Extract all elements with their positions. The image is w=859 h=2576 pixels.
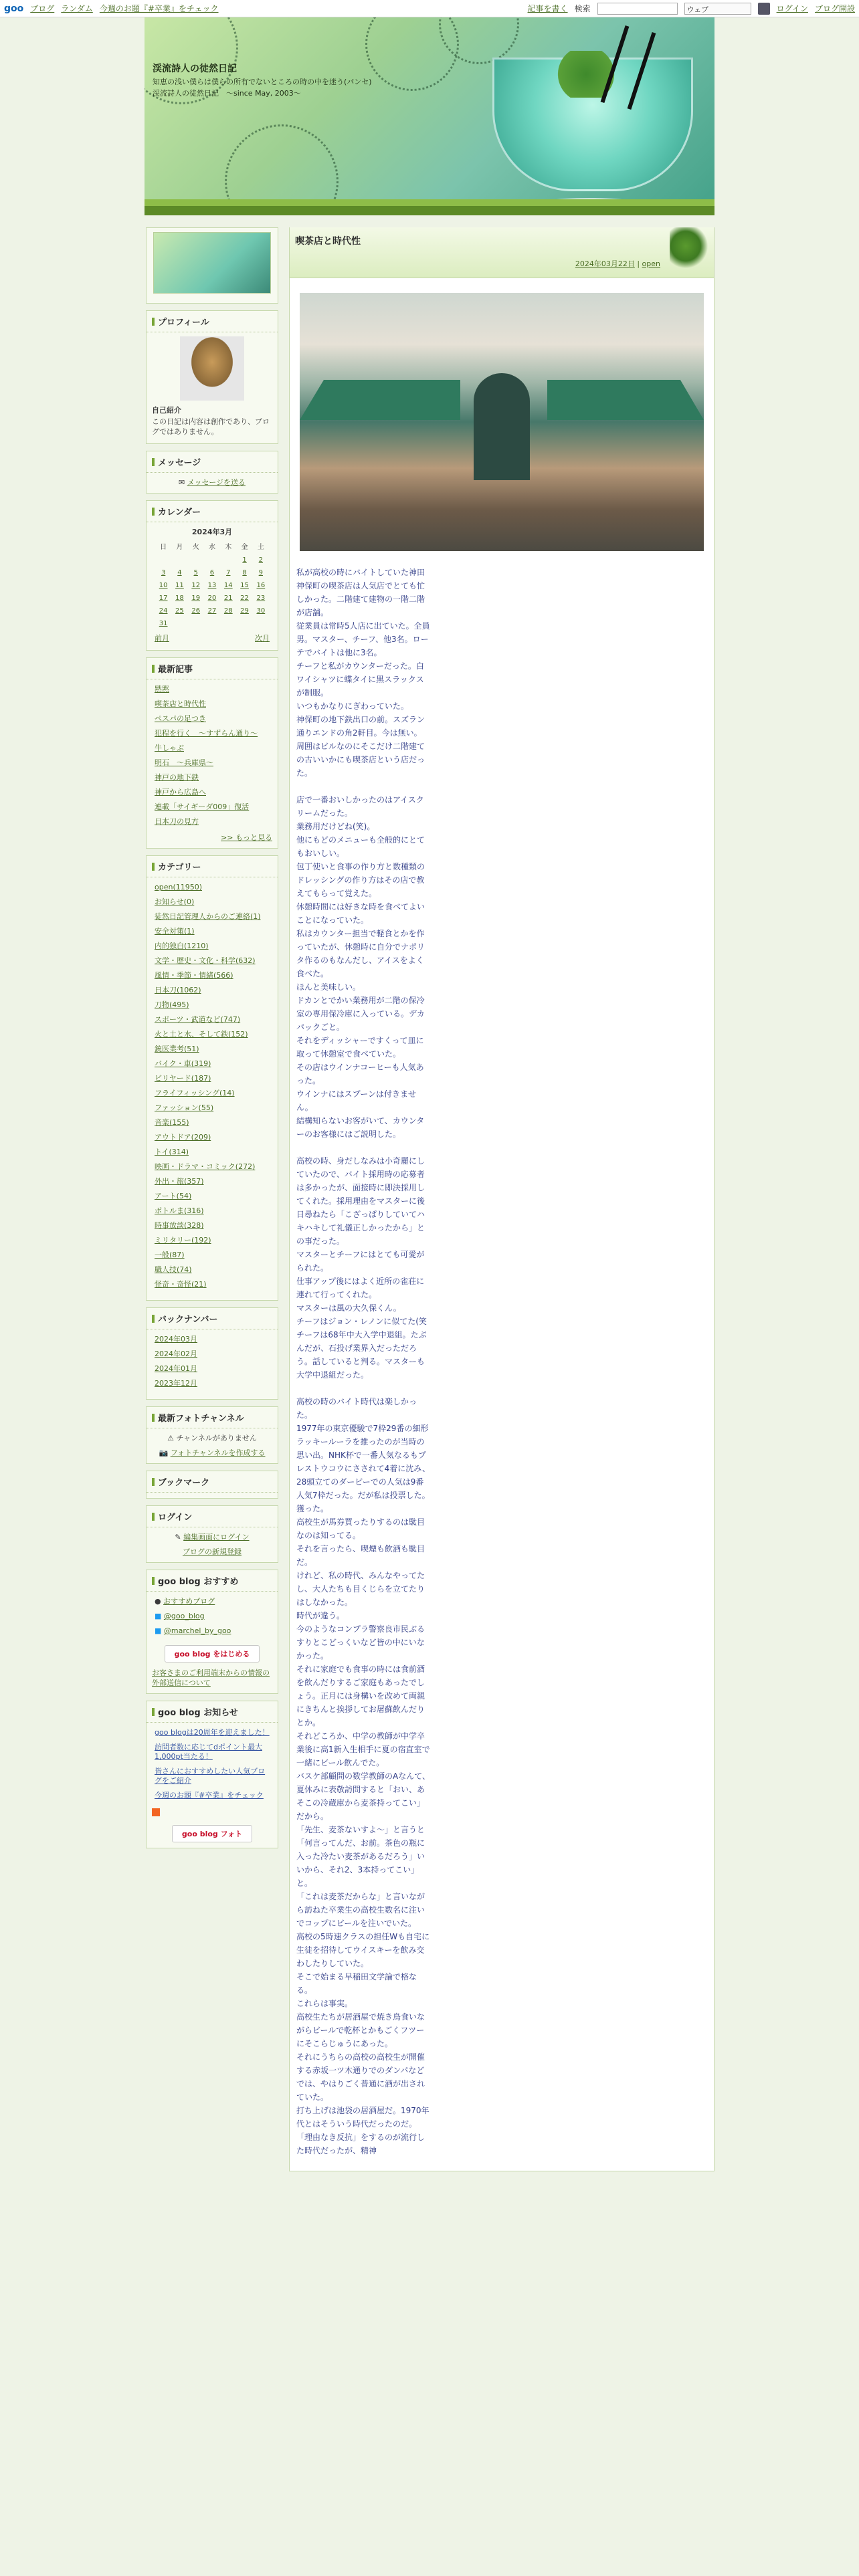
calendar-day[interactable]: 22 — [240, 595, 249, 602]
start-goo-blog-button[interactable]: goo blog をはじめる — [165, 1645, 260, 1662]
profile-avatar — [180, 336, 244, 401]
entry-meta: 2024年03月22日 | open — [575, 259, 660, 268]
sidebar-photo-channel — [146, 1406, 278, 1464]
calendar-day[interactable]: 23 — [256, 595, 266, 602]
calendar-day[interactable]: 14 — [223, 582, 233, 589]
calendar-day[interactable]: 19 — [191, 595, 201, 602]
sidebar-recommend — [146, 1570, 278, 1694]
goo-blog-photo-button[interactable]: goo blog フォト — [172, 1825, 252, 1842]
calendar-day[interactable]: 18 — [175, 595, 184, 602]
sidebar-profile — [146, 310, 278, 444]
category-link[interactable]: 内的独白(1210) — [155, 942, 209, 950]
category-link[interactable]: 安全対策(1) — [155, 927, 195, 936]
sidebar-login — [146, 1505, 278, 1563]
category-link[interactable]: 時事放談(328) — [155, 1221, 204, 1230]
blog-header — [145, 17, 714, 215]
calendar-day[interactable]: 13 — [207, 582, 217, 589]
new-blog-link[interactable]: ブログの新規登録 — [183, 1547, 242, 1556]
open-blog-link[interactable]: ブログ開設 — [814, 4, 855, 13]
profile-label: 自己紹介 — [152, 406, 181, 415]
category-link[interactable]: open(11950) — [155, 883, 203, 891]
calendar-day[interactable]: 15 — [240, 582, 249, 589]
make-channel-link[interactable]: フォトチャンネルを作成する — [170, 1448, 266, 1457]
calendar-day[interactable]: 5 — [193, 569, 198, 576]
calendar-day[interactable]: 25 — [175, 607, 184, 615]
backnumber-list — [147, 1329, 278, 1394]
category-link[interactable]: 銃医業考(51) — [155, 1045, 199, 1053]
sidebar-bookmark — [146, 1471, 278, 1499]
calendar-day[interactable]: 6 — [209, 569, 215, 576]
backnumber-link[interactable]: 2024年02月 — [155, 1350, 197, 1358]
sidebar-backnumber — [146, 1307, 278, 1400]
awning-right — [547, 380, 704, 420]
category-link[interactable]: 職人技(74) — [155, 1265, 192, 1274]
blog-title[interactable]: 渓流詩人の徒然日記 — [153, 64, 237, 74]
calendar-day[interactable]: 16 — [256, 582, 266, 589]
goo-icon: ● — [155, 1597, 164, 1606]
calendar-day — [171, 617, 187, 630]
category-link[interactable]: 日本刀(1062) — [155, 986, 201, 994]
calendar-day[interactable]: 12 — [191, 582, 201, 589]
profile-heading: プロフィール — [147, 311, 278, 332]
calendar-weekday: 日 — [160, 544, 167, 551]
entry-paragraph: 高校の時、身だしなみは小奇麗にしていたので、バイト採用時の応募者は多かったが、面接時に即決採用してくれた。採用理由をマスターに後日尋ねたら「こざっぱりしていてハキハキして礼儀正しかったから」との事だった。 マスターとチーフにはとても可愛がられた。 仕事アップ後にはよく近所の雀荘に連れて行ってくれた。 マスターは風の大久保くん。 チーフはジョン・レノンに似てた(笑 チーフは68年中大入学中退組。たぶんだが、石投げ業界入だっただろう。話していると判る。マスターも大学中退組だった。 — [296, 1156, 427, 1380]
left-sidebar — [146, 227, 278, 1855]
calendar-day — [220, 617, 236, 630]
nav-blog-link[interactable]: ブログ — [30, 4, 55, 13]
calendar-day[interactable]: 21 — [223, 595, 233, 602]
calendar-day[interactable]: 17 — [159, 595, 168, 602]
leaf-decoration-icon — [670, 227, 710, 274]
calendar-day[interactable]: 27 — [207, 607, 217, 615]
calendar-weekday: 木 — [225, 544, 232, 551]
awning-left — [300, 380, 460, 420]
send-message-link[interactable]: メッセージを送る — [187, 478, 246, 487]
sidebar-recent — [146, 657, 278, 849]
category-link[interactable]: ファッション(55) — [155, 1103, 214, 1112]
calendar-day — [236, 617, 252, 630]
entry-date-link[interactable]: 2024年03月22日 — [575, 259, 635, 268]
category-link[interactable]: フライフィッシング(14) — [155, 1089, 235, 1097]
calendar-day[interactable]: 8 — [242, 569, 247, 576]
sidebar-category — [146, 855, 278, 1301]
blog-description: 知恵の浅い僕らは僕らの所有でないところの時の中を迷う(パンセ) 渓流詩人の徒然日記 ～since May, 2003～ — [153, 78, 379, 98]
message-heading: メッセージ — [147, 451, 278, 473]
external-info-link[interactable]: お客さまのご利用端末からの情報の外部送信について — [152, 1669, 270, 1687]
calendar-weekday: 金 — [241, 544, 248, 551]
calendar-weekday: 月 — [176, 544, 183, 551]
rss-icon[interactable] — [152, 1808, 160, 1816]
no-channel-text: チャンネルがありません — [176, 1434, 257, 1442]
blog-banner-image[interactable] — [153, 232, 271, 294]
calendar-day[interactable]: 2 — [258, 556, 264, 564]
recent-list — [147, 679, 278, 832]
calendar-weekday: 水 — [208, 544, 215, 551]
main-content — [289, 227, 714, 2171]
edit-login-link[interactable]: 編集画面にログイン — [183, 1533, 250, 1541]
category-link[interactable]: 火と土と水、そして鉄(152) — [155, 1030, 248, 1039]
entry-category-link[interactable]: open — [642, 259, 660, 268]
category-link[interactable]: トイ(314) — [155, 1148, 189, 1156]
sidebar-calendar — [146, 500, 278, 651]
backnumber-heading: バックナンバー — [147, 1308, 278, 1329]
category-link[interactable]: ボトルま(316) — [155, 1206, 204, 1215]
news-link[interactable]: 訪問者数に応じてdポイント最大1,000pt当たる！ — [155, 1743, 262, 1761]
search-icon[interactable] — [758, 3, 770, 15]
news-link[interactable]: 皆さんにおすすめしたい人気ブログをご紹介 — [155, 1767, 266, 1785]
recent-entry-link[interactable]: 牛しゃぶ — [155, 744, 184, 752]
recent-entry-link[interactable]: 神戸から広島へ — [155, 788, 206, 796]
message-icon: ✉ — [178, 478, 187, 487]
entry-paragraph: 高校の時のバイト時代は楽しかった。 1977年の東京優駿で7枠29番の細形ラッキールーラを推ったのが当時の思い出。NHK杯で一番人気なるもプレストウコウにさされて4着に沈み、28頭立てのダービーでの人気は9番人気7枠だった。だが私は投票した。獲った。 高校生が馬券買ったりするのは駄目なのは知ってる。 それを言ったら、喫煙も飲酒も駄目だ。 けれど、私の時代、みんなやってたし、大人たちも目くじらを立てたりはしなかった。 時代が違う。 今のようなコンプラ警察良市民ぶるすりとこどっくいなど皆の中にいなかった。 それに家庭でも食事の時には食前酒を飲んだりするご家庭もあったでしょう。正月には身構いを改めて両親にきちんと挨拶してお屠蘇飲んだりとか。 それどころか、中学の教師が中学卒業後に高1新入生相手に夏の宿直室で一緒にビール飲んでた。 バスケ部顧問の数学教師のAなんて、夏休みに表敬訪問すると「おい、あそこの冷蔵庫から麦茶持ってこい」だから。 「先生、麦茶ないすよ～」と言うと「何言ってんだ、お前。茶色の瓶に入った冷たい麦茶があるだろう」いいから、それ2、3本持ってこい」と。 「これは麦茶だからな」と言いながら訪ねた卒業生の高校生数名に注いでコップにビールを注いでいた。 高校の5時速クラスの担任Wも自宅に生徒を招待してウイスキーを飲み交わしたりしていた。 そこで始まる早稲田文学論で格なる。 これらは事実。 高校生たちが居酒屋で焼き鳥食いながらビールで乾杯とかもごくフツーにそこらじゅうにあった。 それにうちらの高校の高校生が開催する赤坂一ツ木通りでのダンパなどでは、やはりごく普通に酒が出されていた。 打ち上げは池袋の居酒屋だ。1970年代とはそういう時代だったのだ。 「理由なき反抗」をするのが流行した時代だったが、精神 — [296, 1397, 430, 2155]
category-link[interactable]: 外出・旅(357) — [155, 1177, 204, 1186]
backnumber-link[interactable]: 2024年01月 — [155, 1364, 197, 1373]
category-link[interactable]: 音楽(155) — [155, 1118, 189, 1127]
profile-text: この日記は内容は創作であり、ブログではありません。 — [152, 417, 270, 436]
sidebar-news — [146, 1701, 278, 1848]
recommend-heading: goo blog おすすめ — [147, 1570, 278, 1592]
category-list — [147, 877, 278, 1295]
news-heading: goo blog お知らせ — [147, 1701, 278, 1723]
header-band — [145, 199, 714, 206]
category-link[interactable]: 刀物(495) — [155, 1000, 189, 1009]
entry-title[interactable]: 喫茶店と時代性 — [295, 236, 361, 247]
calendar-day[interactable]: 4 — [177, 569, 182, 576]
category-link[interactable]: スポーツ・武道など(747) — [155, 1015, 241, 1024]
entry-body — [290, 551, 430, 2157]
top-navigation-bar — [0, 0, 859, 17]
more-recent-link[interactable]: >> もっと見る — [221, 833, 272, 842]
calendar-day[interactable]: 20 — [207, 595, 217, 602]
calendar-day[interactable]: 1 — [242, 556, 247, 564]
photo-channel-heading: 最新フォトチャンネル — [147, 1407, 278, 1428]
calendar-day[interactable]: 31 — [159, 620, 168, 627]
calendar-day — [253, 617, 269, 630]
calendar-day — [204, 554, 220, 566]
pen-icon: ✎ — [175, 1533, 184, 1541]
camera-icon: 📷 — [159, 1448, 171, 1457]
goo-logo[interactable]: goo — [4, 3, 24, 14]
search-scope-select[interactable]: ウェブ — [684, 3, 751, 15]
calendar-heading: カレンダー — [147, 501, 278, 522]
category-link[interactable]: 怪奇・奇怪(21) — [155, 1280, 207, 1289]
category-link[interactable]: 文学・歴史・文化・科学(632) — [155, 956, 256, 965]
calendar-day — [188, 554, 204, 566]
nav-random-link[interactable]: ランダム — [61, 4, 93, 13]
calendar-day[interactable]: 10 — [159, 582, 168, 589]
calendar-day[interactable]: 26 — [191, 607, 201, 615]
category-link[interactable]: バイク・車(319) — [155, 1059, 211, 1068]
login-heading: ログイン — [147, 1506, 278, 1527]
calendar-day — [204, 617, 220, 630]
category-link[interactable]: ミリタリー(192) — [155, 1236, 211, 1245]
calendar-month: 2024年3月 — [191, 528, 233, 536]
category-link[interactable]: 風情・季節・情緒(566) — [155, 971, 233, 980]
cafe-door — [474, 373, 530, 480]
entry-paragraph: 店で一番おいしかったのはアイスクリームだった。 業務用だけどね(笑)。 他にもどのメニューも全般的にとてもおいしい。 包丁使いと食事の作り方と数種類のドレッシングの作り方はその店で教えてもらって覚えた。 休憩時間には好きな時を食べてよいことになっていた。 私はカウンター担当で軽食とかを作っていたが、休憩時に自分でナポリタ作るのもなんだし、アイスをよく食べた。 ほんと美味しい。 ドカンとでかい業務用が二階の保冷室の専用保冷庫に入っている。デカパックごと。 それをディッシャーですくって皿に取って休憩室で食べていた。 その店はウインナコーヒーも人気あった。 ウインナにはスプーンは付きません。 結構知らないお客がいて、カウンターのお客様にはご説明した。 — [296, 795, 425, 1139]
category-link[interactable]: 映画・ドラマ・コミック(272) — [155, 1162, 256, 1171]
category-link[interactable]: ビリヤード(187) — [155, 1074, 211, 1083]
calendar-day[interactable]: 7 — [226, 569, 231, 576]
backnumber-link[interactable]: 2023年12月 — [155, 1379, 197, 1388]
recent-entry-link[interactable]: 連載「サイギーダ009」復活 — [155, 802, 250, 811]
sidebar-banner — [146, 227, 278, 304]
calendar-day — [171, 554, 187, 566]
recent-entry-link[interactable]: ペスパの足つき — [155, 714, 206, 723]
sidebar-message — [146, 451, 278, 494]
recent-entry-link[interactable]: 明石 ～兵庫県～ — [155, 758, 213, 767]
news-link[interactable]: 今週のお題『#卒業』をチェック — [155, 1791, 264, 1800]
search-input[interactable] — [597, 3, 678, 15]
recent-entry-link[interactable]: 犯程を行く ～すずらん通り～ — [155, 729, 258, 738]
backnumber-link[interactable]: 2024年03月 — [155, 1335, 197, 1344]
write-entry-link[interactable]: 記事を書く — [527, 4, 568, 13]
entry-paragraph: 私が高校の時にバイトしていた神田神保町の喫茶店は人気店でとても忙しかった。二階建て建物の一階二階が店舗。 従業員は常時5人店に出ていた。全員男。マスター、チーフ、他3名。ローテでバイトは他に3名。 チーフと私がカウンターだった。白ワイシャツに蝶タイに黒スラックスが制服。 いつもかなりにぎわっていた。 神保町の地下鉄出口の前。スズラン通りエンドの角2軒目。今は無い。 周囲はビルなのにそこだけ二階建ての古いいかにも喫茶店という店だった。 — [296, 568, 430, 778]
twitter-icon: ■ — [155, 1612, 164, 1620]
calendar-day[interactable]: 11 — [175, 582, 184, 589]
category-link[interactable]: アウトドア(209) — [155, 1133, 211, 1142]
calendar-day — [155, 554, 171, 566]
news-list — [147, 1723, 278, 1806]
login-link[interactable]: ログイン — [776, 4, 808, 13]
recommend-blog-link[interactable]: おすすめブログ — [163, 1597, 215, 1606]
twitter-icon: ■ — [155, 1626, 164, 1635]
calendar-day[interactable]: 30 — [256, 607, 266, 615]
category-heading: カテゴリー — [147, 856, 278, 877]
category-link[interactable]: 一般(87) — [155, 1251, 185, 1259]
recent-entry-link[interactable]: 黙黙 — [155, 685, 169, 693]
header-band — [145, 206, 714, 215]
calendar-weekday: 土 — [257, 544, 264, 551]
calendar-day[interactable]: 3 — [161, 569, 166, 576]
entry-header — [290, 227, 714, 278]
calendar-day[interactable]: 28 — [223, 607, 233, 615]
category-link[interactable]: お知らせ(0) — [155, 897, 195, 906]
warning-icon: ⚠ — [167, 1434, 177, 1442]
news-link[interactable]: goo blogは20周年を迎えました！ — [155, 1728, 270, 1737]
calendar-day — [220, 554, 236, 566]
calendar-day[interactable]: 9 — [258, 569, 264, 576]
calendar-table — [155, 538, 269, 630]
recent-entry-link[interactable]: 神戸の地下鉄 — [155, 773, 199, 782]
recent-entry-link[interactable]: 日本刀の見方 — [155, 817, 199, 826]
next-month-link[interactable]: 次月 — [255, 634, 270, 643]
recent-entry-link[interactable]: 喫茶店と時代性 — [155, 700, 206, 708]
twitter-marchel-link[interactable]: @marchel_by_goo — [163, 1626, 231, 1635]
cafe-photo[interactable] — [300, 293, 704, 551]
calendar-day[interactable]: 29 — [240, 607, 249, 615]
nav-weekly-topic-link[interactable]: 今週のお題『#卒業』をチェック — [99, 4, 219, 13]
twitter-goo-blog-link[interactable]: @goo_blog — [163, 1612, 205, 1620]
category-link[interactable]: アート(54) — [155, 1192, 192, 1200]
category-link[interactable]: 徒然日記管理人からのご連絡(1) — [155, 912, 261, 921]
calendar-day — [188, 617, 204, 630]
recent-heading: 最新記事 — [147, 658, 278, 679]
search-label: 検索 — [574, 4, 591, 13]
calendar-day[interactable]: 24 — [159, 607, 168, 615]
prev-month-link[interactable]: 前月 — [155, 634, 169, 643]
calendar-weekday: 火 — [192, 544, 199, 551]
bookmark-heading: ブックマーク — [147, 1471, 278, 1493]
